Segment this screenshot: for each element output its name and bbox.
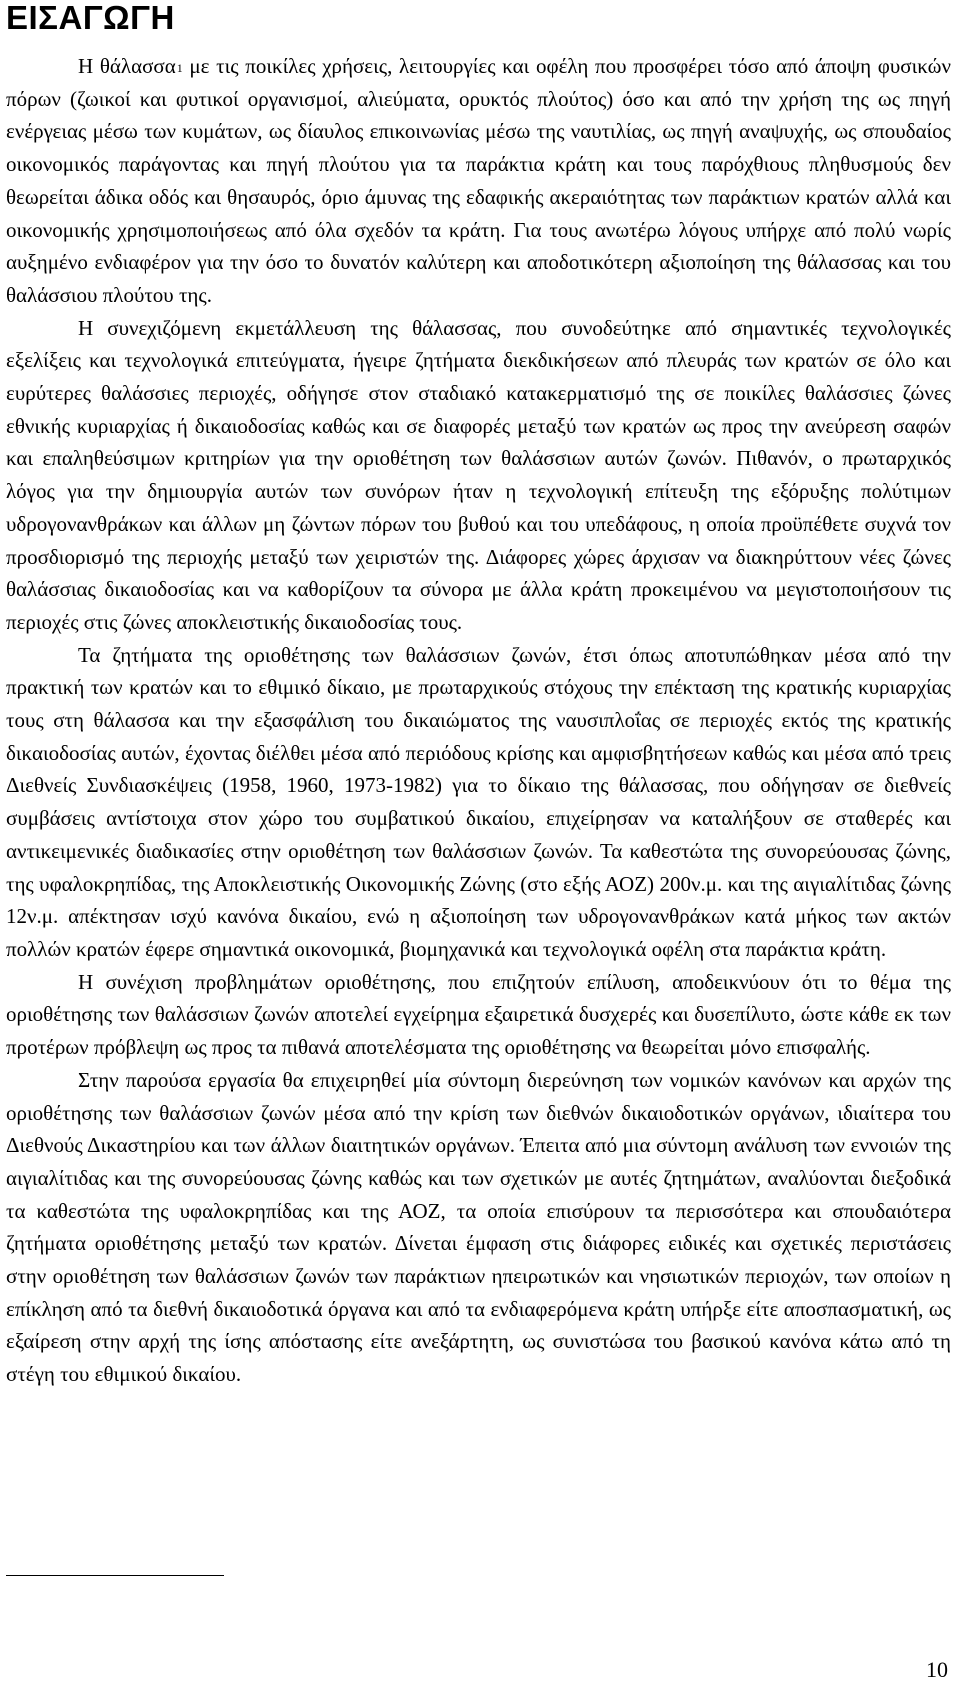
- body-text: [6, 50, 951, 1391]
- paragraph-1: [6, 50, 951, 312]
- paragraph-1-rest: με τις ποικίλες χρήσεις, λειτουργίες και οφέλη που προσφέρει τόσο από άποψη φυσικών πόρων (ζωικοί και φυτικοί οργανισμοί, αλιεύματα, ορυκτός πλούτος) όσο και από την χρήση της ως πηγή ενέργειας μέσω των κυμάτων, ως δίαυλος επικοινωνίας μέσω της ναυτιλίας, ως πηγή αναψυχής, ως σπουδαίος οικονομικός παράγοντας και πηγή πλούτου για τα παράκτια κράτη και τους παρόχθιους πληθυσμούς δεν θεωρείται άδικα οδός και θησαυρός, όριο άμυνας της εδαφικής ακεραιότητας των παράκτιων κρατών αλλά και οικονομικής χρησιμοποιήσεως από όλα σχεδόν τα κράτη. Για τους ανωτέρω λόγους υπήρχε από πολύ νωρίς αυξημένο ενδιαφέρον για την όσο το δυνατόν καλύτερη και αποδοτικότερη αξιοποίηση της θάλασσας και του θαλάσσιου πλούτου της.: [6, 54, 951, 307]
- paragraph-5: Στην παρούσα εργασία θα επιχειρηθεί μία σύντομη διερεύνηση των νομικών κανόνων και αρχών της οριοθέτησης των θαλάσσιων ζωνών μέσα από την κρίση των διεθνών δικαιοδοτικών οργάνων, ιδιαίτερα του Διεθνούς Δικαστηρίου και των άλλων διαιτητικών οργάνων. Έπειτα από μια σύντομη ανάλυση των εννοιών της αιγιαλίτιδας και της συνορεύουσας ζώνης καθώς και των σχετικών με αυτές ζητημάτων, αναλύονται διεξοδικά τα καθεστώτα της υφαλοκρηπίδας και της ΑΟΖ, τα οποία επισύρουν τα περισσότερα και σπουδαιότερα ζητήματα οριοθέτησης μεταξύ των κρατών. Δίνεται έμφαση στις διάφορες ειδικές και σχετικές περιστάσεις στην οριοθέτηση των θαλάσσιων ζωνών των παράκτιων ηπειρωτικών και νησιωτικών περιοχών, των οποίων η επίκληση από τα διεθνή δικαιοδοτικά όργανα και από τα ενδιαφερόμενα κράτη υπήρξε είτε αποσπασματική, ως εξαίρεση στην αρχή της ίσης απόστασης είτε ανεξάρτητη, ως συνιστώσα του βασικού κανόνα κάτω από τη στέγη του εθιμικού δικαίου.: [6, 1067, 951, 1387]
- paragraph-2: Η συνεχιζόμενη εκμετάλλευση της θάλασσας, που συνοδεύτηκε από σημαντικές τεχνολογικές εξελίξεις και τεχνολογικά επιτεύγματα, ήγειρε ζητήματα διεκδικήσεων από πλευράς των κρατών σε όλο και ευρύτερες θαλάσσιες περιοχές, οδήγησε στον σταδιακό κατακερματισμό της σε ποικίλες θαλάσσιες ζώνες εθνικής κυριαρχίας ή δικαιοδοσίας καθώς και σε διαφορές μεταξύ των κρατών ως προς την ανεύρεση σαφών και επαληθεύσιμων κριτηρίων για την οριοθέτηση των θαλάσσιων αυτών ζωνών. Πιθανόν, ο πρωταρχικός λόγος για την δημιουργία αυτών των συνόρων ήταν η τεχνολογική επίτευξη της εξόρυξης πολύτιμων υδρογονανθράκων και άλλων μη ζώντων πόρων του βυθού και του υπεδάφους, η οποία προϋπέθετε συχνά τον προσδιορισμό της περιοχής μεταξύ των χειριστών της. Διάφορες χώρες άρχισαν να διακηρύττουν νέες ζώνες θαλάσσιας δικαιοδοσίας και να καθορίζουν τα σύνορα με άλλα κράτη προκειμένου να μεγιστοποιήσουν τις περιοχές στις ζώνες αποκλειστικής δικαιοδοσίας τους.: [6, 315, 951, 634]
- paragraph-3: Τα ζητήματα της οριοθέτησης των θαλάσσιων ζωνών, έτσι όπως αποτυπώθηκαν μέσα από την πρακτική των κρατών και το εθιμικό δίκαιο, με πρωταρχικούς στόχους την επέκταση της κρατικής κυριαρχίας τους στη θάλασσα και την εξασφάλιση του δικαιώματος της ναυσιπλοΐας σε περιοχές εκτός της κρατικής δικαιοδοσίας αυτών, έχοντας διέλθει μέσα από περιόδους κρίσης και αμφισβητήσεων καθώς και μέσα από τρεις Διεθνείς Συνδιασκέψεις (1958, 1960, 1973-1982) για το δίκαιο της θάλασσας, που οδήγησαν σε διεθνείς συμβάσεις αντίστοιχα στον χώρο του συμβατικού δικαίου, επιχείρησαν να καταλήξουν σε σταθερές και αντικειμενικές διαδικασίες στην οριοθέτηση των θαλάσσιων ζωνών. Τα καθεστώτα της συνορεύουσας ζώνης, της υφαλοκρηπίδας, της Αποκλειστικής Οικονομικής Ζώνης (στο εξής ΑΟΖ) 200ν.μ. και της αιγιαλίτιδας ζώνης 12ν.μ. απέκτησαν ισχύ κανόνα δικαίου, ενώ η αξιοποίηση των υδρογονανθράκων κατά μήκος των ακτών πολλών κρατών έφερε σημαντικά οικονομικά, βιομηχανικά και τεχνολογικά οφέλη στα παράκτια κράτη.: [6, 642, 951, 961]
- section-heading: ΕΙΣΑΓΩΓΗ: [6, 0, 175, 36]
- footnote-reference[interactable]: 1: [176, 61, 183, 75]
- footnote-separator: [6, 1575, 224, 1576]
- paragraph-1-start: Η θάλασσα: [78, 54, 176, 78]
- page-number: 10: [926, 1657, 948, 1682]
- paragraph-4: Η συνέχιση προβλημάτων οριοθέτησης, που επιζητούν επίλυση, αποδεικνύουν ότι το θέμα της οριοθέτησης των θαλάσσιων ζωνών αποτελεί εγχείρημα εξαιρετικά δυσχερές και δυσεπίλυτο, ώστε κάθε εκ των προτέρων πρόβλεψη ως προς τα πιθανά αποτελέσματα της οριοθέτησης να θεωρείται μόνο επισφαλής.: [6, 969, 951, 1060]
